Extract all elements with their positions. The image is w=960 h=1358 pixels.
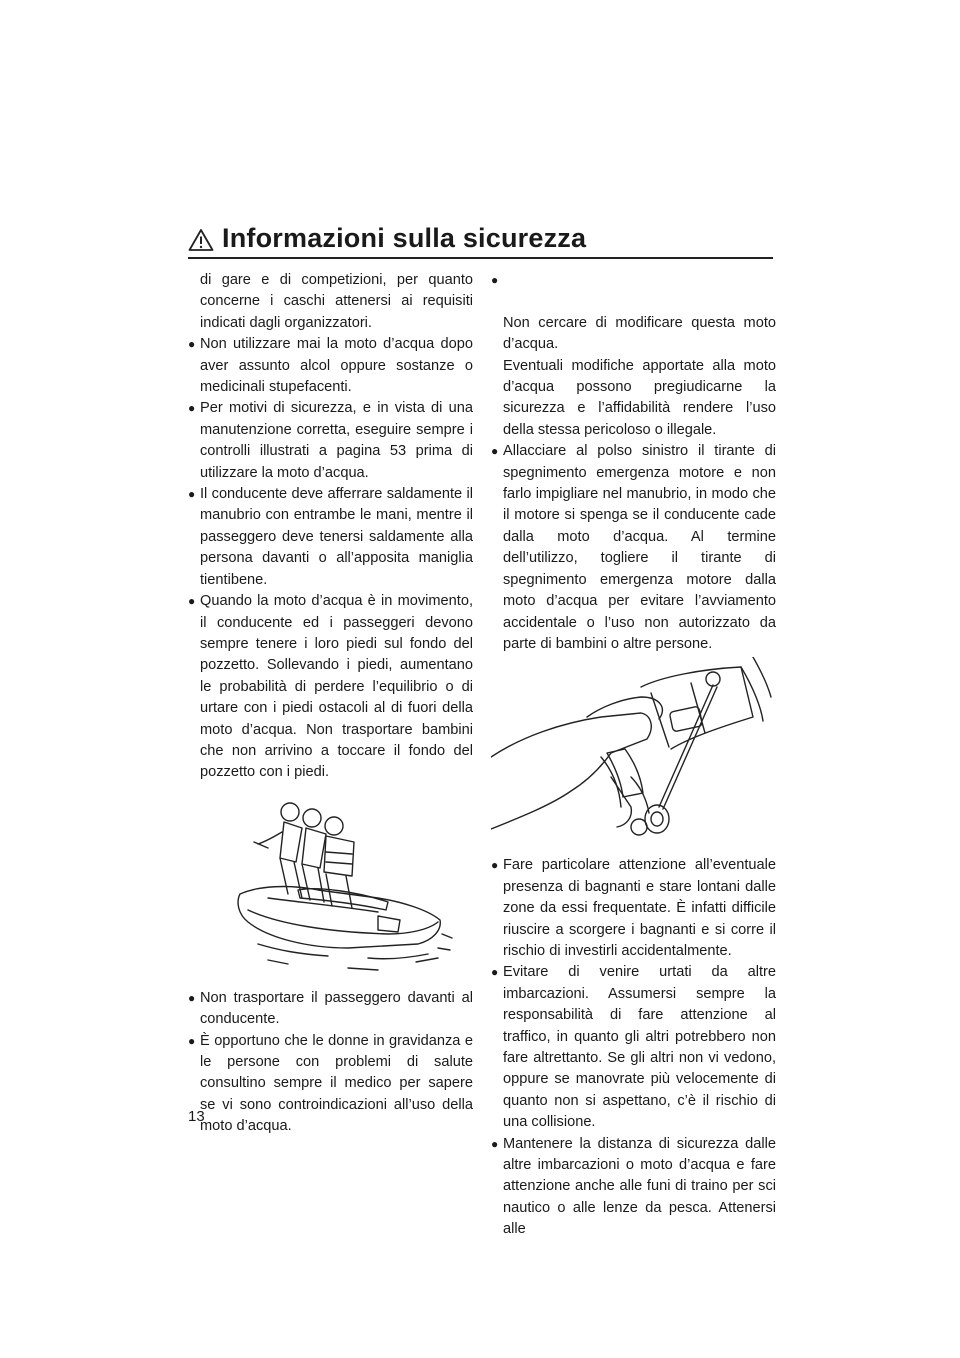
list-item [491,270,776,441]
bullet-dot: ● [188,337,196,352]
list-item [188,398,473,484]
page-title: Informazioni sulla sicurezza [222,223,587,253]
bullet-dot: ● [491,444,499,459]
list-item-text: Il conducente deve afferrare saldamente il manubrio con entrambe le mani, mentre il passeggero deve tenersi saldamente alla persona davanti o all’apposita maniglia tientibene. [200,486,473,588]
header-rule [188,257,773,259]
list-item-text: Non trasportare il passeggero davanti al conducente. [200,989,473,1028]
intro-paragraph: di gare e di competizioni, per quanto concerne i caschi attenersi ai requisiti indicati dagli organizzatori. [200,272,473,331]
list-item-text: Evitare di venire urtati da altre imbarcazioni. Assumersi sempre la responsabilità di fare attenzione al traffico, in quanto gli altri potrebbero non fare altrettanto. Se gli altri non vi vedono, oppure se manovrate più velocemente di quanto non si aspettano, c’è il rischio di una collisione. [503,964,776,1131]
watercraft-riders-illustration [228,798,458,978]
right-column [491,270,776,1241]
list-item [188,988,473,1031]
bullet-dot: ● [491,1136,499,1151]
list-item-text: Allacciare al polso sinistro il tirante di spegnimento emergenza motore e non farlo impigliare nel manubrio, in modo che il motore si spenga se il conducente cade dalla moto d’acqua. Al termine dell’utilizzo, togliere il tirante di spegnimento emergenza motore dalla moto d’acqua per evitare l’avviamento accidentale o l’uso non autorizzato da parte di bambini o altre persone. [503,443,776,652]
bullet-dot: ● [188,1033,196,1048]
bullet-dot: ● [188,990,196,1005]
list-item-text: Per motivi di sicurezza, e in vista di una manutenzione corretta, eseguire sempre i controlli illustrati a pagina 53 prima di utilizzare la moto d’acqua. [200,400,473,481]
list-item-text: Non cercare di modificare questa moto d’acqua. Eventuali modifiche apportate alla moto d’acqua possono pregiudicarne la sicurezza e l’affidabilità rendere l’uso della stessa pericoloso o illegale. [503,314,776,438]
bullet-dot: ● [188,487,196,502]
bullet-dot: ● [188,401,196,416]
list-item [188,484,473,591]
bullet-dot: ● [188,594,196,609]
list-item-text: Quando la moto d’acqua è in movimento, il conducente ed i passeggeri devono sempre tenere i loro piedi sul fondo del pozzetto. Sollevando i piedi, aumentano le probabilità di perdere l’equilibrio o di urtare con i piedi ostacoli al di fuori della moto d’acqua. Non trasportare bambini che non arrivino a toccare il fondo del pozzetto con i piedi. [200,593,473,781]
list-item [491,855,776,962]
list-item [491,1134,776,1241]
list-item-text: Non utilizzare mai la moto d’acqua dopo aver assunto alcol oppure sostanze o medicinali stupefacenti. [200,336,473,396]
list-item [491,962,776,1133]
bullet-dot: ● [491,858,499,873]
engine-stop-lanyard-wrist-illustration [491,657,776,847]
bullet-dot: ● [491,965,499,980]
list-item [491,441,776,655]
page-number: 13 [188,1108,205,1125]
list-item-text: È opportuno che le donne in gravidanza e le persone con problemi di salute consultino sempre il medico per sapere se vi sono controindicazioni all’uso della moto d’acqua. [200,1032,473,1135]
warning-triangle-icon [188,228,214,252]
left-column [188,270,473,1138]
list-item [188,591,473,784]
list-item [188,334,473,398]
list-item-text: Fare particolare attenzione all’eventuale presenza di bagnanti e stare lontani dalle zone da essi frequentate. È infatti difficile riuscire a scorgere i bagnanti e si corre il rischio di investirli accidentalmente. [503,857,776,959]
list-item [188,1031,473,1138]
bullet-dot: ● [491,273,499,287]
list-item-text: Mantenere la distanza di sicurezza dalle altre imbarcazioni o moto d’acqua e fare attenzione anche alle funi di traino per sci nautico o alle lenze da pesca. Attenersi alle [503,1135,776,1238]
page-header [188,223,773,260]
